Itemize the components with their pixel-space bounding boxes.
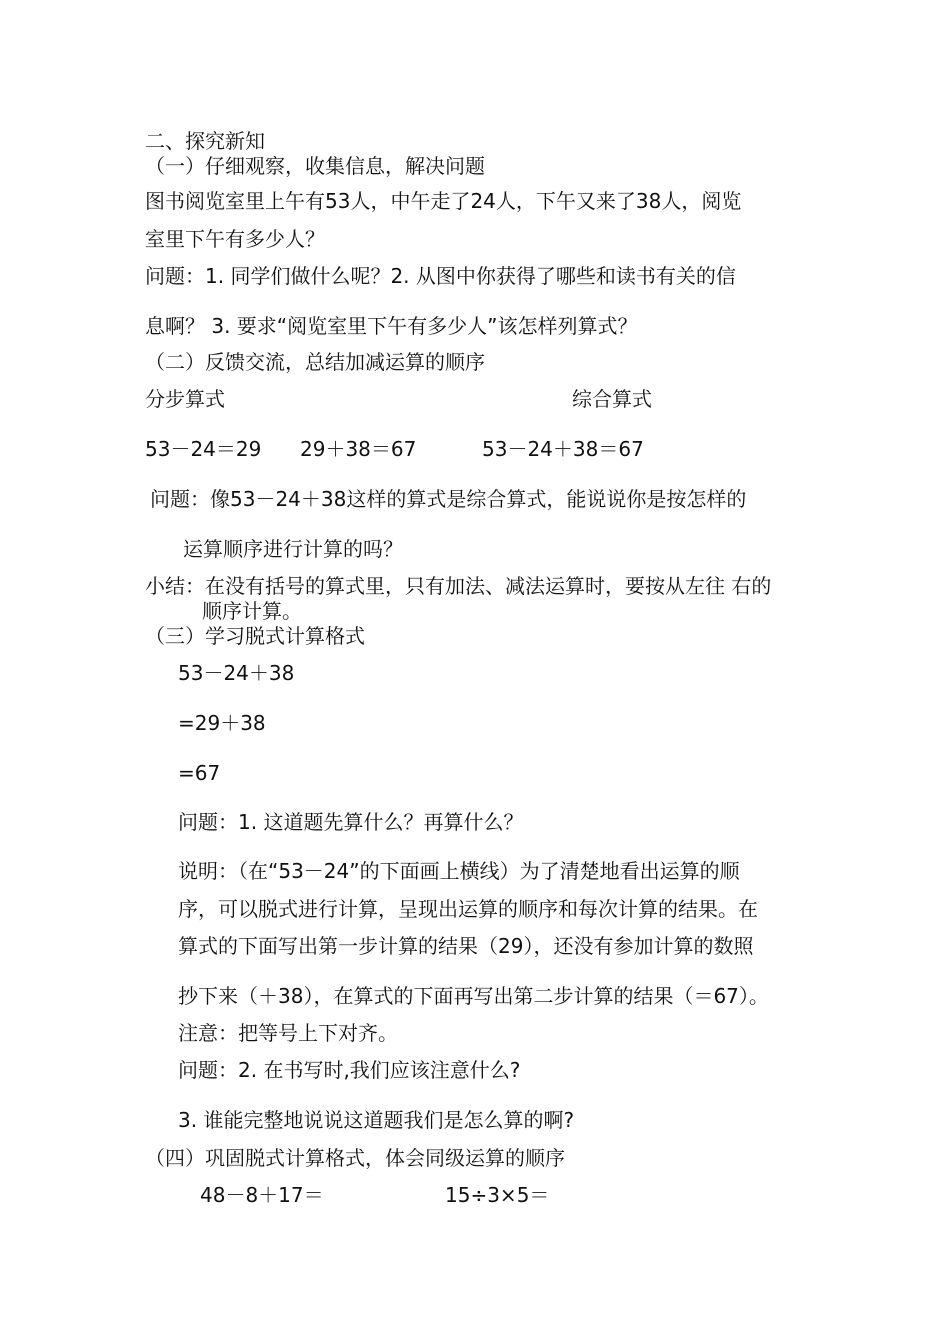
section-title: 二、探究新知 (145, 129, 265, 153)
label-step-formula: 分步算式 (145, 387, 225, 411)
explanation-line1: 说明：（在“53－24”的下面画上横线）为了清楚地看出运算的顺 (178, 859, 740, 883)
explanation-line2: 序，可以脱式进行计算，呈现出运算的顺序和每次计算的结果。在 (178, 897, 758, 921)
part2-question-line2: 运算顺序进行计算的吗？ (183, 537, 403, 561)
equation-step2: 29＋38＝67 (300, 437, 417, 461)
part3-question1: 问题：1. 这道题先算什么？再算什么？ (178, 810, 524, 834)
summary-line1: 小结：在没有括号的算式里，只有加法、减法运算时，要按从左往 右的 (145, 574, 772, 598)
note-text: 注意：把等号上下对齐。 (178, 1021, 398, 1045)
label-combined-formula: 综合算式 (572, 387, 652, 411)
part1-heading: （一）仔细观察，收集信息，解决问题 (145, 154, 485, 178)
exercise-1: 48－8＋17＝ (200, 1183, 324, 1207)
summary-line2: 顺序计算。 (202, 599, 302, 623)
part2-question-line1: 问题：像53－24＋38这样的算式是综合算式，能说说你是按怎样的 (150, 487, 747, 511)
explanation-line3: 算式的下面写出第一步计算的结果（29），还没有参加计算的数照 (178, 934, 754, 958)
equation-combined: 53－24＋38＝67 (482, 437, 644, 461)
part3-question2: 问题：2. 在书写时,我们应该注意什么? (178, 1058, 521, 1082)
part3-heading: （三）学习脱式计算格式 (145, 624, 365, 648)
part3-question3: 3. 谁能完整地说说这道题我们是怎么算的啊? (178, 1108, 575, 1132)
stepwise-line3: =67 (178, 761, 221, 785)
exercise-2: 15÷3×5＝ (445, 1183, 550, 1207)
equation-step1: 53－24＝29 (145, 437, 262, 461)
questions-line2: 息啊？ 3. 要求“阅览室里下午有多少人”该怎样列算式？ (145, 314, 638, 338)
part2-heading: （二）反馈交流，总结加减运算的顺序 (145, 350, 485, 374)
stepwise-line1: 53－24＋38 (178, 661, 295, 685)
explanation-line4: 抄下来（＋38），在算式的下面再写出第二步计算的结果（＝67）。 (178, 984, 769, 1008)
part4-heading: （四）巩固脱式计算格式，体会同级运算的顺序 (145, 1146, 565, 1170)
problem-text-line1: 图书阅览室里上午有53人，中午走了24人，下午又来了38人，阅览 (145, 189, 742, 213)
problem-text-line2: 室里下午有多少人？ (145, 227, 325, 251)
questions-line1: 问题：1. 同学们做什么呢？2. 从图中你获得了哪些和读书有关的信 (145, 264, 736, 288)
stepwise-line2: =29＋38 (178, 711, 266, 735)
